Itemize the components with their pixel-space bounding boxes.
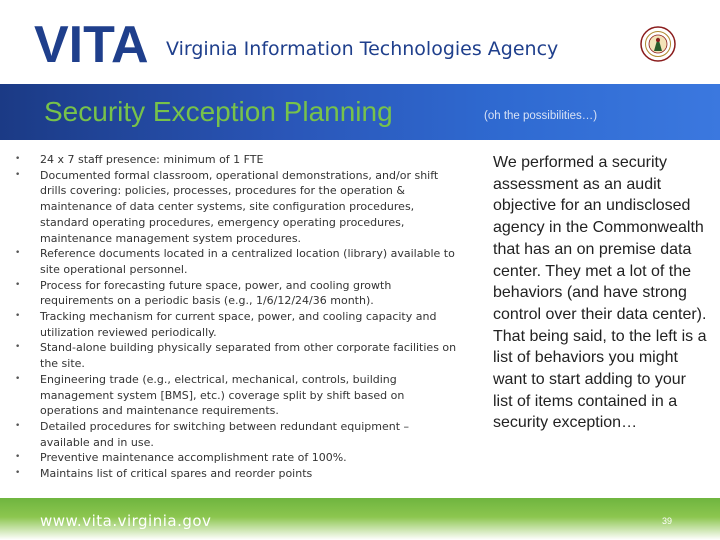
bullet-item: • Documented formal classroom, operational demonstrations, and/or shift drills covering: policies, processes, procedures for the operation & maintenance of data center systems, site configuration procedures, standard operating procedures, emergency operating procedures, maintenance management system procedures.	[14, 168, 458, 247]
bullet-item: • Tracking mechanism for current space, power, and cooling capacity and utilization reviewed periodically.	[14, 309, 458, 340]
page-number: 39	[662, 516, 673, 526]
footer-url[interactable]: www.vita.virginia.gov	[40, 512, 212, 530]
vita-logo	[34, 22, 150, 66]
bullet-item: • Engineering trade (e.g., electrical, mechanical, controls, building management system [BMS], etc.) coverage split by shift based on operations and maintenance requirements.	[14, 372, 458, 419]
svg-text:VITA: VITA	[34, 22, 149, 66]
bullet-item: • Preventive maintenance accomplishment rate of 100%.	[14, 450, 458, 466]
bullet-item: • Maintains list of critical spares and reorder points	[14, 466, 458, 482]
virginia-state-seal-icon	[640, 26, 676, 62]
slide-subtitle: (oh the possibilities…)	[484, 110, 598, 122]
bullet-item: • Detailed procedures for switching between redundant equipment – available and in use.	[14, 419, 458, 450]
header-bar	[0, 0, 720, 84]
bullet-item: • Process for forecasting future space, power, and cooling growth requirements on a periodic basis (e.g., 1/6/12/24/36 month).	[14, 278, 458, 309]
bullet-item: • Stand-alone building physically separated from other corporate facilities on the site.	[14, 340, 458, 371]
commentary-text: We performed a security assessment as an audit objective for an undisclosed agency in the Commonwealth that has an on premise data center. They met a lot of the behaviors (and have strong control over their data center). That being said, to the left is a list of behaviors you might want to start adding to your list of items contained in a security exception…	[493, 154, 707, 432]
agency-name: Virginia Information Technologies Agency	[166, 38, 559, 60]
bullet-item: • Reference documents located in a centralized location (library) available to site operational personnel.	[14, 246, 458, 277]
bullet-item: • 24 x 7 staff presence: minimum of 1 FTE	[14, 152, 458, 168]
slide-title: Security Exception Planning	[44, 96, 393, 127]
bullet-list	[14, 152, 458, 482]
